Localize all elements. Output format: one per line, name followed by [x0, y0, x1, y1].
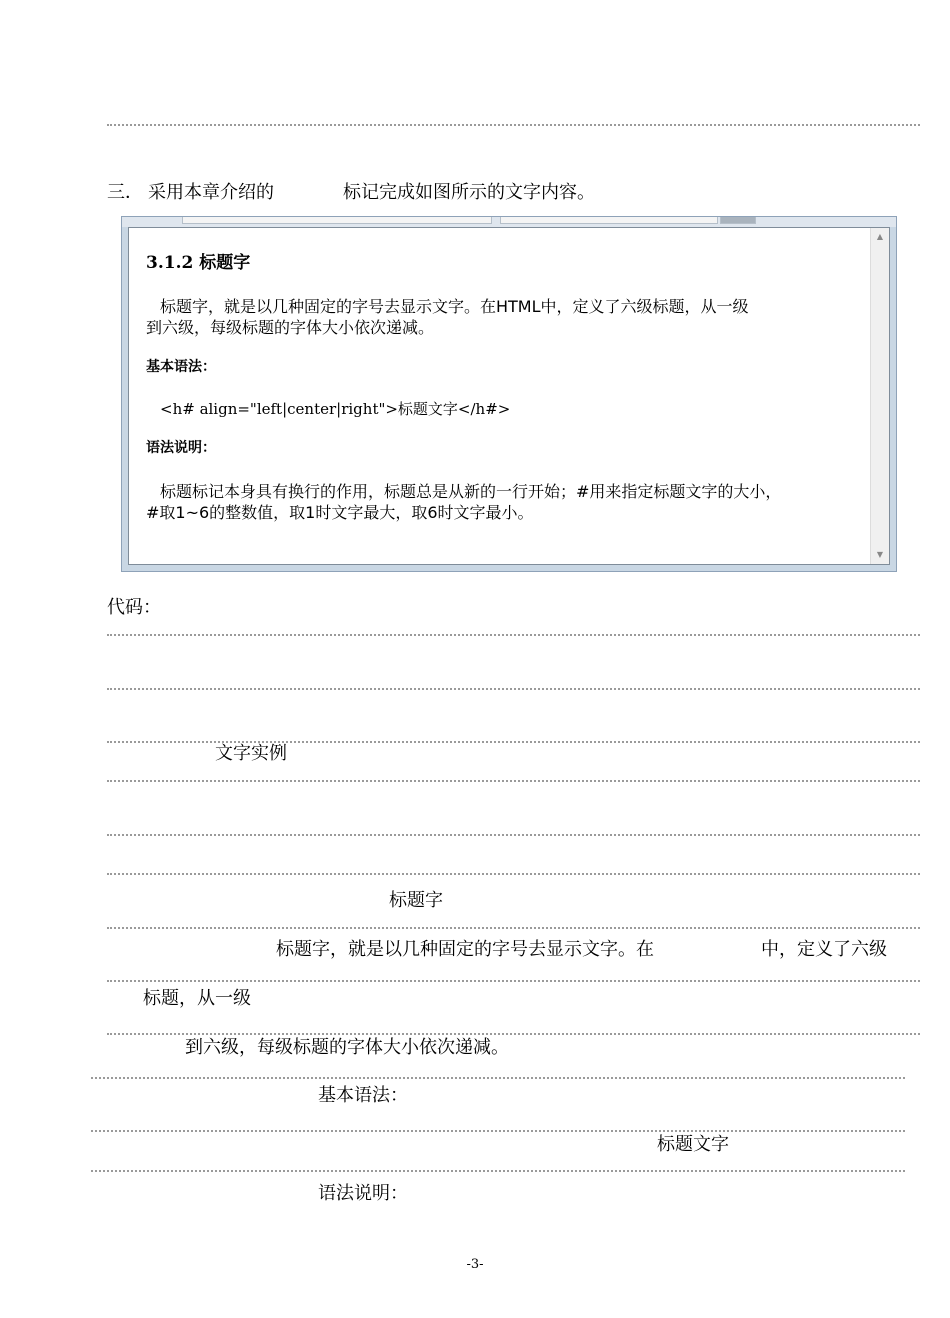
- browser-address-strip: [500, 217, 718, 224]
- answer-line: [107, 634, 920, 636]
- code-line-para-b: 中，定义了六级: [761, 939, 887, 960]
- question-number: 三．: [107, 182, 143, 203]
- question-text-after: 标记完成如图所示的文字内容。: [343, 182, 595, 203]
- answer-line: [107, 834, 920, 836]
- screenshot-para-line2: 到六级，每级标题的字体大小依次递减。: [146, 318, 435, 337]
- answer-line: [107, 980, 920, 982]
- page-number: -3-: [466, 1257, 484, 1272]
- answer-line: [107, 927, 920, 929]
- question-text-before: 采用本章介绍的: [148, 182, 274, 203]
- screenshot-syntax-code: <h# align="left|center|right">标题文字</h#>: [160, 400, 511, 418]
- code-line-para-a: 标题字，就是以几种固定的字号去显示文字。在: [276, 939, 654, 960]
- answer-line: [91, 1077, 905, 1079]
- scroll-down-icon: ▼: [876, 550, 884, 559]
- answer-line-top: [107, 124, 920, 126]
- code-line-heading: 标题字: [389, 890, 443, 911]
- screenshot-explain-label: 语法说明：: [146, 440, 216, 456]
- code-line-title: 文字实例: [215, 743, 287, 764]
- screenshot-syntax-label: 基本语法：: [146, 359, 216, 375]
- code-line-code: 标题文字: [657, 1134, 729, 1155]
- screenshot-explain-line2: #取1~6的整数值，取1时文字最大，取6时文字最小。: [146, 503, 534, 522]
- answer-line: [107, 873, 920, 875]
- screenshot-explain-line1: 标题标记本身具有换行的作用，标题总是从新的一行开始；#用来指定标题文字的大小，: [160, 482, 782, 501]
- answer-line: [107, 780, 920, 782]
- code-label: 代码：: [107, 597, 161, 618]
- code-line-para-c: 标题，从一级: [143, 988, 251, 1009]
- result-screenshot: [121, 216, 897, 572]
- browser-button-strip: [720, 217, 756, 224]
- answer-line: [107, 1033, 920, 1035]
- code-line-explain: 语法说明：: [318, 1183, 408, 1204]
- answer-line: [91, 1130, 905, 1132]
- browser-tab-strip: [182, 217, 492, 224]
- screenshot-heading: 3.1.2 标题字: [146, 253, 251, 273]
- browser-viewport: [128, 227, 890, 565]
- screenshot-para-line1: 标题字，就是以几种固定的字号去显示文字。在HTML中，定义了六级标题，从一级: [160, 297, 749, 316]
- answer-line: [91, 1170, 905, 1172]
- answer-line: [107, 688, 920, 690]
- code-line-para-d: 到六级，每级标题的字体大小依次递减。: [185, 1037, 509, 1058]
- code-line-syntax: 基本语法：: [318, 1085, 408, 1106]
- scroll-up-icon: ▲: [876, 232, 884, 241]
- screenshot-scrollbar: [870, 228, 889, 564]
